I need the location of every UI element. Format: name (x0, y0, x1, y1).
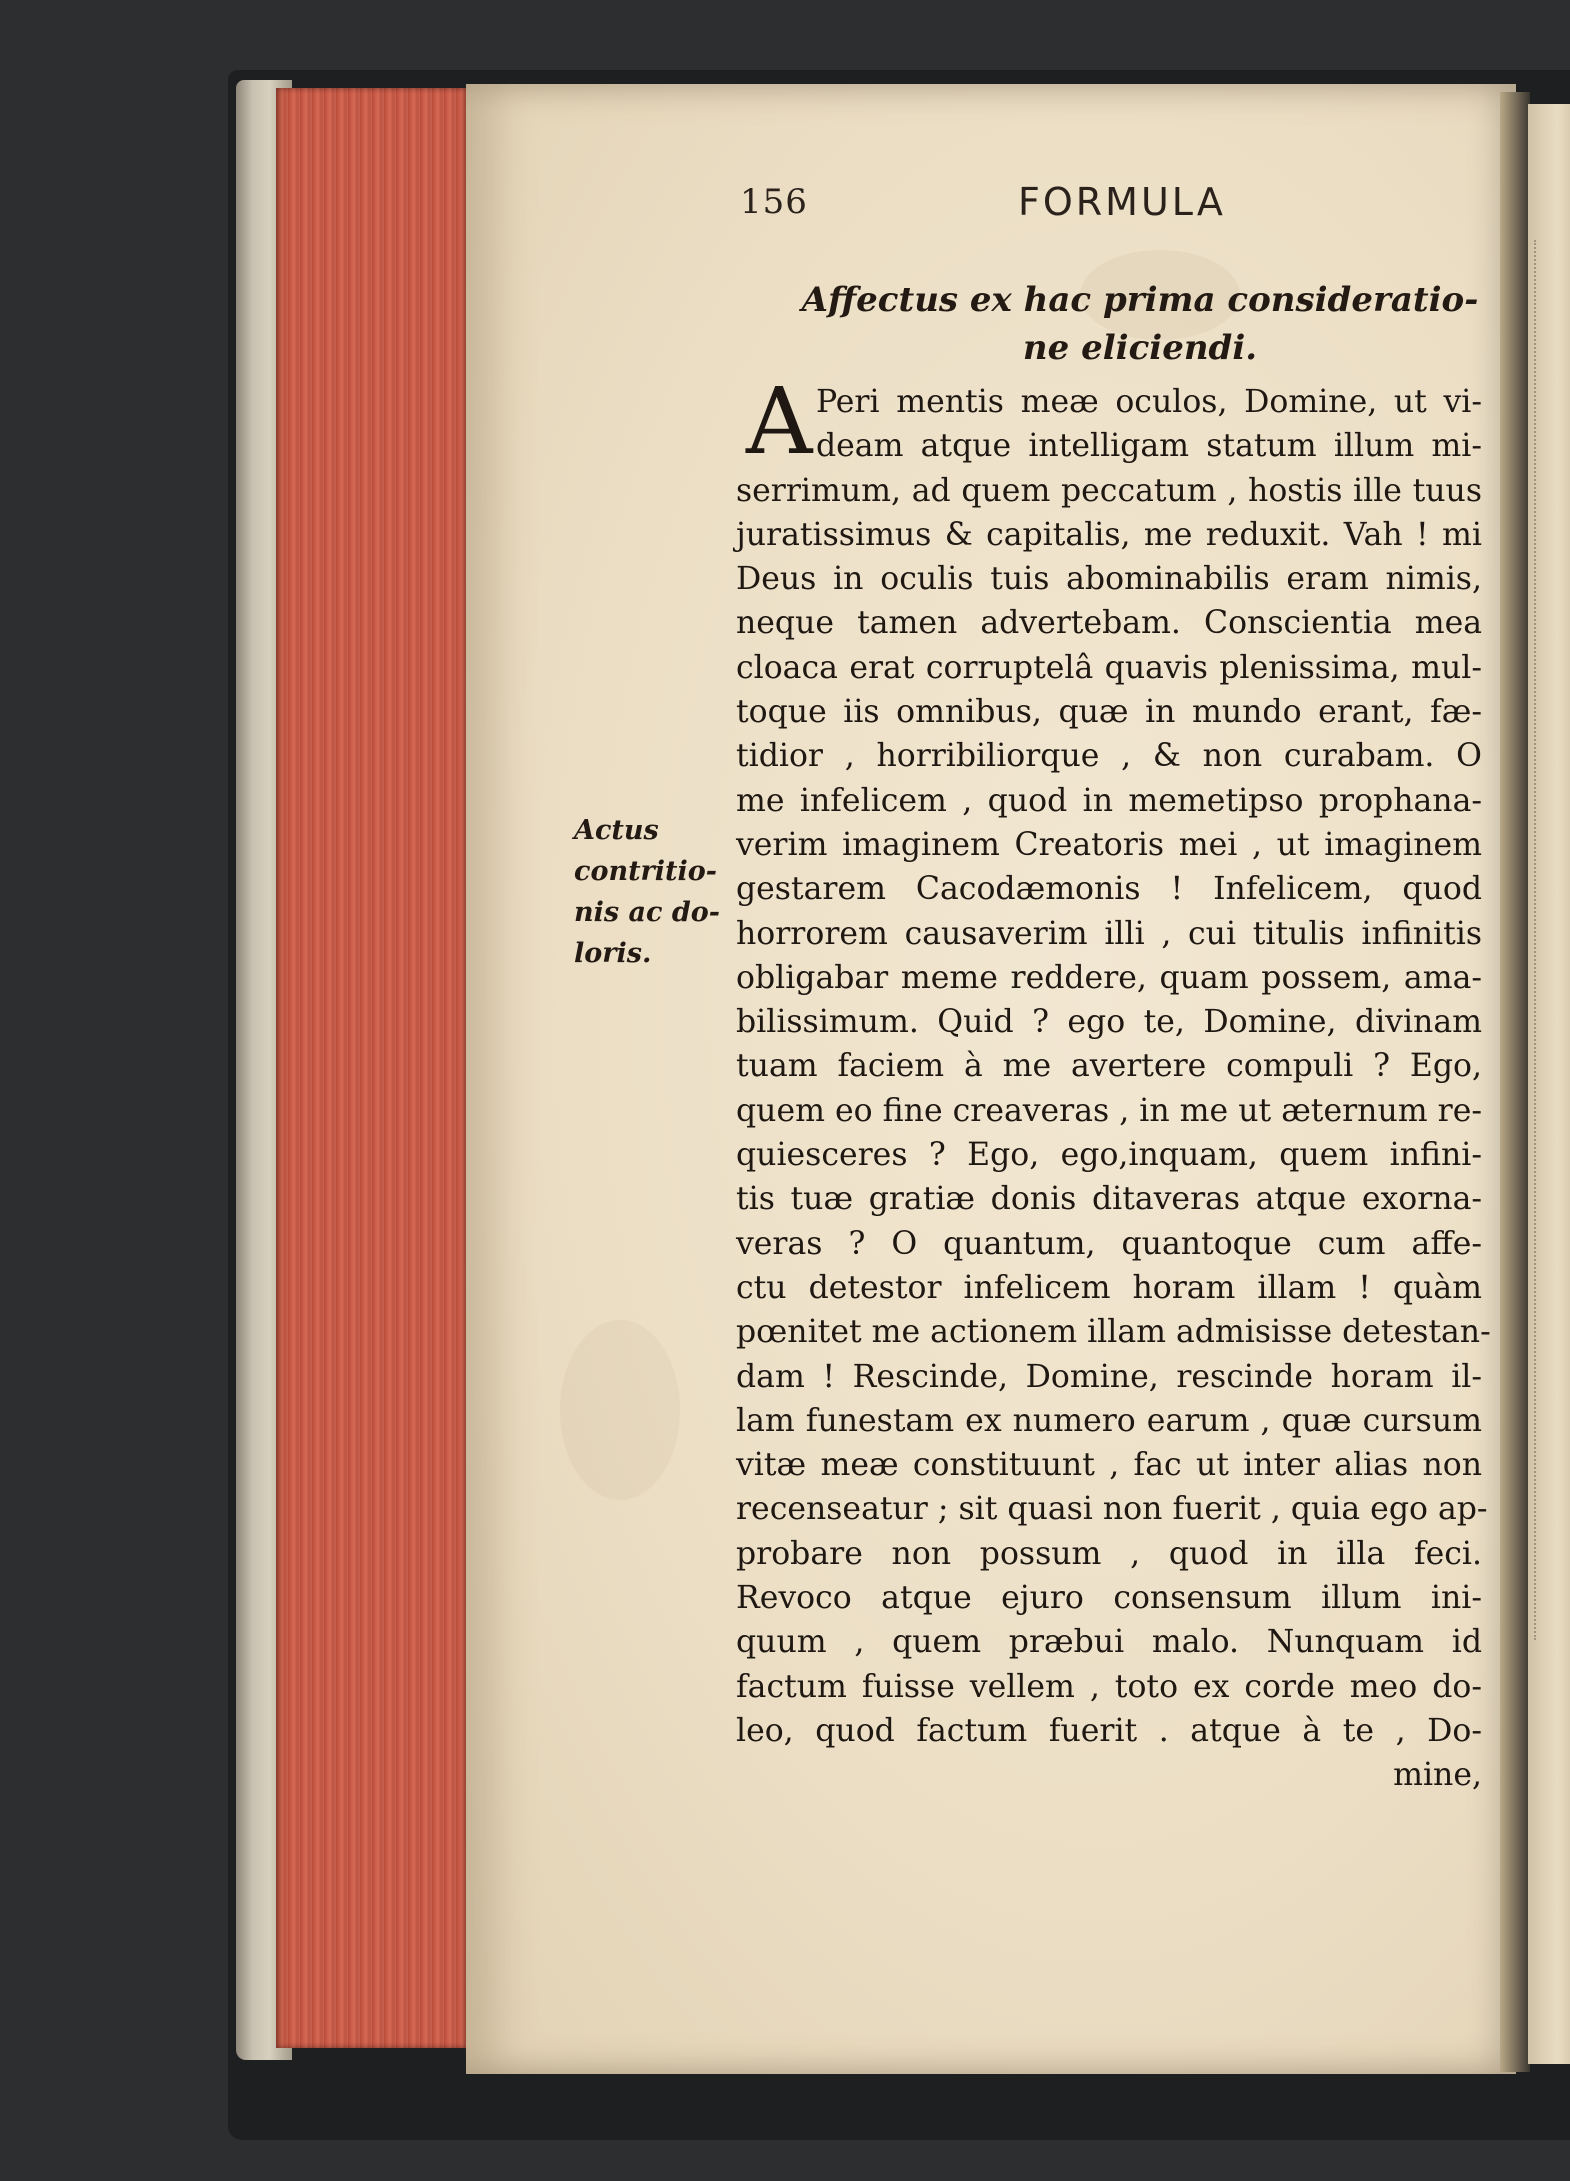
body-line: horrorem causaverim illi , cui titulis infinitis (736, 915, 1482, 952)
page-number: 156 (740, 182, 808, 222)
foxing-stain (560, 1320, 680, 1500)
body-line: veras ? O quantum, quantoque cum affe- (736, 1225, 1482, 1262)
margin-note-line: Actus (574, 815, 659, 846)
body-line: Peri mentis meæ oculos, Domine, ut vi- (816, 384, 1482, 420)
body-line: quiesceres ? Ego, ego,inquam, quem infini- (736, 1137, 1482, 1174)
body-line: dam ! Rescinde, Domine, rescinde horam il- (736, 1358, 1482, 1395)
body-line: leo, quod factum fuerit . atque à te , Do- (736, 1712, 1482, 1749)
body-line: tuam faciem à me avertere compuli ? Ego, (736, 1048, 1482, 1085)
body-line: cloaca erat corruptelâ quavis plenissima, mul- (736, 649, 1482, 686)
body-line: tidior , horribiliorque , & non curabam. O (736, 738, 1482, 775)
book-gutter (1500, 92, 1530, 2072)
red-page-edges (276, 88, 468, 2048)
body-line: tis tuæ gratiæ donis ditaveras atque exorna- (736, 1181, 1482, 1218)
body-line: bilissimum. Quid ? ego te, Domine, divinam (736, 1004, 1482, 1041)
margin-note-line: contritio- (574, 856, 717, 887)
section-heading-line: ne eliciendi. (1022, 328, 1258, 368)
body-text (736, 380, 1491, 1798)
body-line: gestarem Cacodæmonis ! Infelicem, quod (736, 871, 1482, 908)
body-line: deam atque intelligam statum illum mi- (816, 428, 1482, 465)
body-line: factum fuisse vellem , toto ex corde meo do- (736, 1668, 1482, 1705)
body-line: mine, (1393, 1757, 1482, 1794)
body-line: verim imaginem Creatoris mei , ut imaginem (736, 826, 1482, 863)
body-line: obligabar meme reddere, quam possem, ama- (736, 959, 1482, 996)
margin-note (574, 810, 724, 974)
running-title: FORMULA (1018, 180, 1226, 224)
margin-note-line: nis ac do- (574, 897, 720, 928)
body-line: toque iis omnibus, quæ in mundo erant, fæ- (736, 694, 1482, 731)
facing-page-text-bleed (1534, 240, 1566, 1640)
body-line: vitæ meæ constituunt , fac ut inter alias non (736, 1447, 1482, 1484)
drop-cap: A (746, 368, 813, 475)
body-line: probare non possum , quod in illa feci. (736, 1535, 1482, 1572)
body-line: juratissimus & capitalis, me reduxit. Vah ! mi (736, 516, 1482, 553)
body-line: neque tamen advertebam. Conscientia mea (736, 605, 1482, 642)
body-line: lam funestam ex numero earum , quæ cursum (736, 1402, 1482, 1439)
margin-note-line: loris. (574, 938, 652, 969)
body-line: quum , quem præbui malo. Nunquam id (736, 1624, 1482, 1661)
body-line: pœnitet me actionem illam admisisse detestan- (736, 1314, 1491, 1351)
body-line: serrimum, ad quem peccatum , hostis ille tuus (736, 472, 1482, 509)
body-line: quem eo fine creaveras , in me ut æternum re- (736, 1092, 1482, 1129)
section-heading (800, 276, 1480, 372)
body-line: ctu detestor infelicem horam illam ! quàm (736, 1269, 1482, 1306)
body-line: Deus in oculis tuis abominabilis eram nimis, (736, 561, 1482, 598)
body-line: me infelicem , quod in memetipso prophana- (736, 782, 1482, 819)
body-line: Revoco atque ejuro consensum illum ini- (736, 1580, 1482, 1617)
body-line: recenseatur ; sit quasi non fuerit , quia ego ap- (736, 1491, 1488, 1528)
section-heading-line: Affectus ex hac prima consideratio- (801, 280, 1479, 320)
